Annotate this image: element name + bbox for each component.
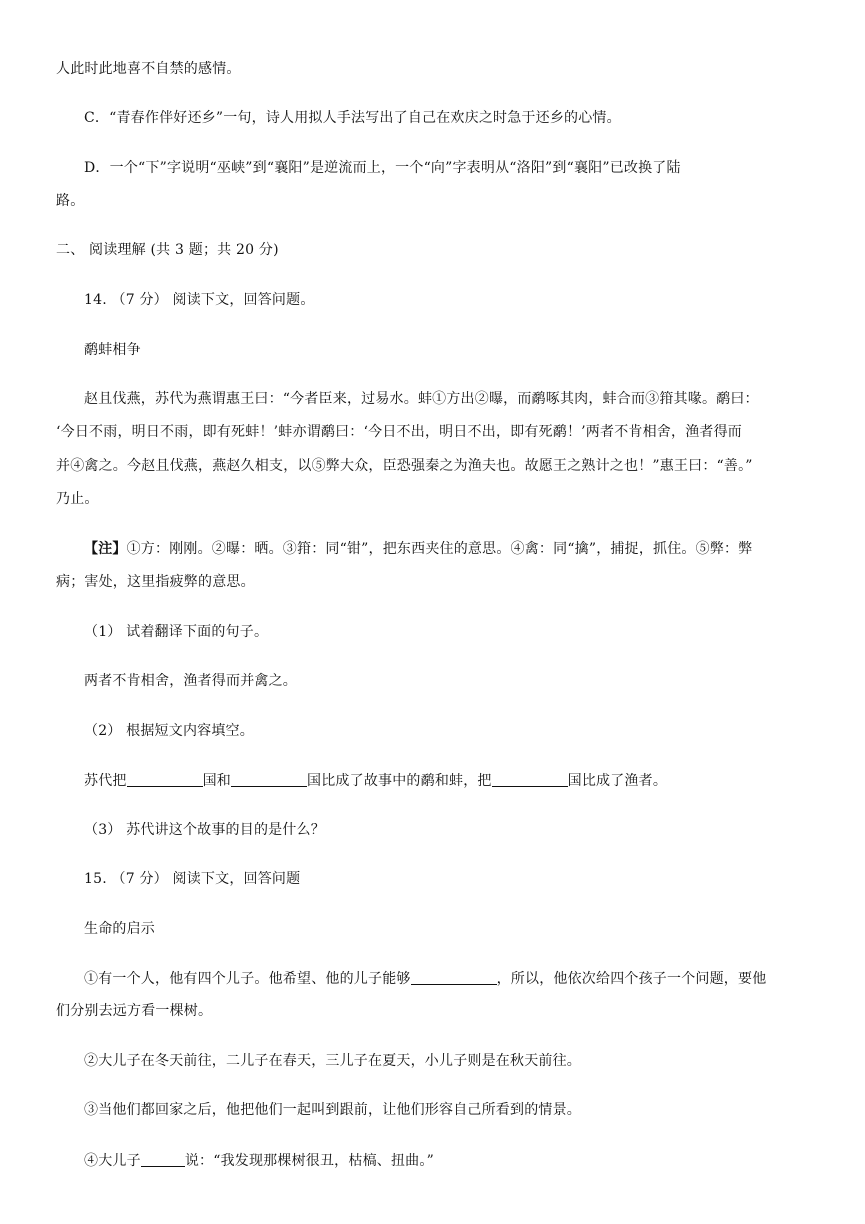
option-b-continuation: 人此时此地喜不自禁的感情。	[56, 61, 241, 77]
para4-text-2: 说：“我发现那棵树很丑，枯槁、扭曲。”	[184, 1153, 434, 1169]
passage-14-line4: 乃止。	[56, 491, 99, 507]
subquestion-2-fill	[84, 770, 667, 791]
passage-title-14: 鹬蚌相争	[84, 342, 141, 358]
subquestion-2: （2） 根据短文内容填空。	[84, 723, 254, 739]
fill-text-1: 苏代把	[84, 773, 127, 789]
para1-blank[interactable]	[411, 968, 497, 985]
para1-text-1: ①有一个人，他有四个儿子。他希望、他的儿子能够	[84, 971, 411, 987]
passage-15-para3: ③当他们都回家之后，他把他们一起叫到跟前，让他们形容自己所看到的情景。	[84, 1102, 581, 1118]
fill-text-2: 国和	[202, 773, 232, 789]
passage-14-line1: 赵且伐燕，苏代为燕谓惠王曰：“今者臣来，过易水。蚌①方出②曝，而鹬啄其肉，蚌合而③箝其喙。鹬曰：	[84, 391, 759, 407]
section-heading-reading: 二、 阅读理解 (共 3 题；共 20 分)	[56, 242, 279, 258]
passage-15-para1-line2: 们分别去远方看一棵树。	[56, 1003, 213, 1019]
question-15-heading: 15. （7 分） 阅读下文，回答问题	[84, 871, 301, 887]
subquestion-1-sentence: 两者不肯相舍，渔者得而并禽之。	[84, 673, 297, 689]
fill-blank-2[interactable]	[231, 770, 307, 787]
option-d-line1: D．一个“下”字说明“巫峡”到“襄阳”是逆流而上，一个“向”字表明从“洛阳”到“襄阳”已改换了陆	[84, 160, 681, 176]
passage-14-line3: 并④禽之。今赵且伐燕，燕赵久相支，以⑤弊大众，臣恐强秦之为渔夫也。故愿王之熟计之也！”惠王曰：“善。”	[56, 458, 753, 474]
passage-15-para1-line1	[84, 968, 766, 989]
passage-title-15: 生命的启示	[84, 921, 155, 937]
question-14-heading: 14. （7 分） 阅读下文，回答问题。	[84, 292, 315, 308]
fill-text-4: 国比成了渔者。	[567, 773, 668, 789]
option-c: C．“青春作伴好还乡”一句，诗人用拟人手法写出了自己在欢庆之时急于还乡的心情。	[84, 110, 621, 126]
para4-text-1: ④大儿子	[84, 1153, 141, 1169]
note-line1	[84, 539, 752, 559]
subquestion-3: （3） 苏代讲这个故事的目的是什么？	[84, 822, 325, 838]
note-text-1: ①方：刚刚。②曝：晒。③箝：同“钳”，把东西夹住的意思。④禽：同“擒”，捕捉，抓住。⑤弊：弊	[126, 541, 753, 557]
passage-15-para4	[84, 1150, 434, 1171]
fill-blank-1[interactable]	[127, 770, 203, 787]
note-line2: 病；害处，这里指疲弊的意思。	[56, 574, 255, 590]
option-d-line2: 路。	[56, 193, 85, 209]
passage-14-line2: ‘今日不雨，明日不雨，即有死蚌！’蚌亦谓鹬曰：‘今日不出，明日不出，即有死鹬！’两者不肯相舍，渔者得而	[56, 424, 742, 440]
para1-text-2: ，所以，他依次给四个孩子一个问题，要他	[496, 971, 767, 987]
subquestion-1: （1） 试着翻译下面的句子。	[84, 624, 269, 640]
passage-15-para2: ②大儿子在冬天前往，二儿子在春天，三儿子在夏天，小儿子则是在秋天前往。	[84, 1053, 581, 1069]
fill-text-3: 国比成了故事中的鹬和蚌，把	[307, 773, 492, 789]
para4-blank[interactable]	[141, 1150, 185, 1167]
fill-blank-3[interactable]	[492, 770, 568, 787]
note-label: 【注】	[84, 541, 127, 557]
